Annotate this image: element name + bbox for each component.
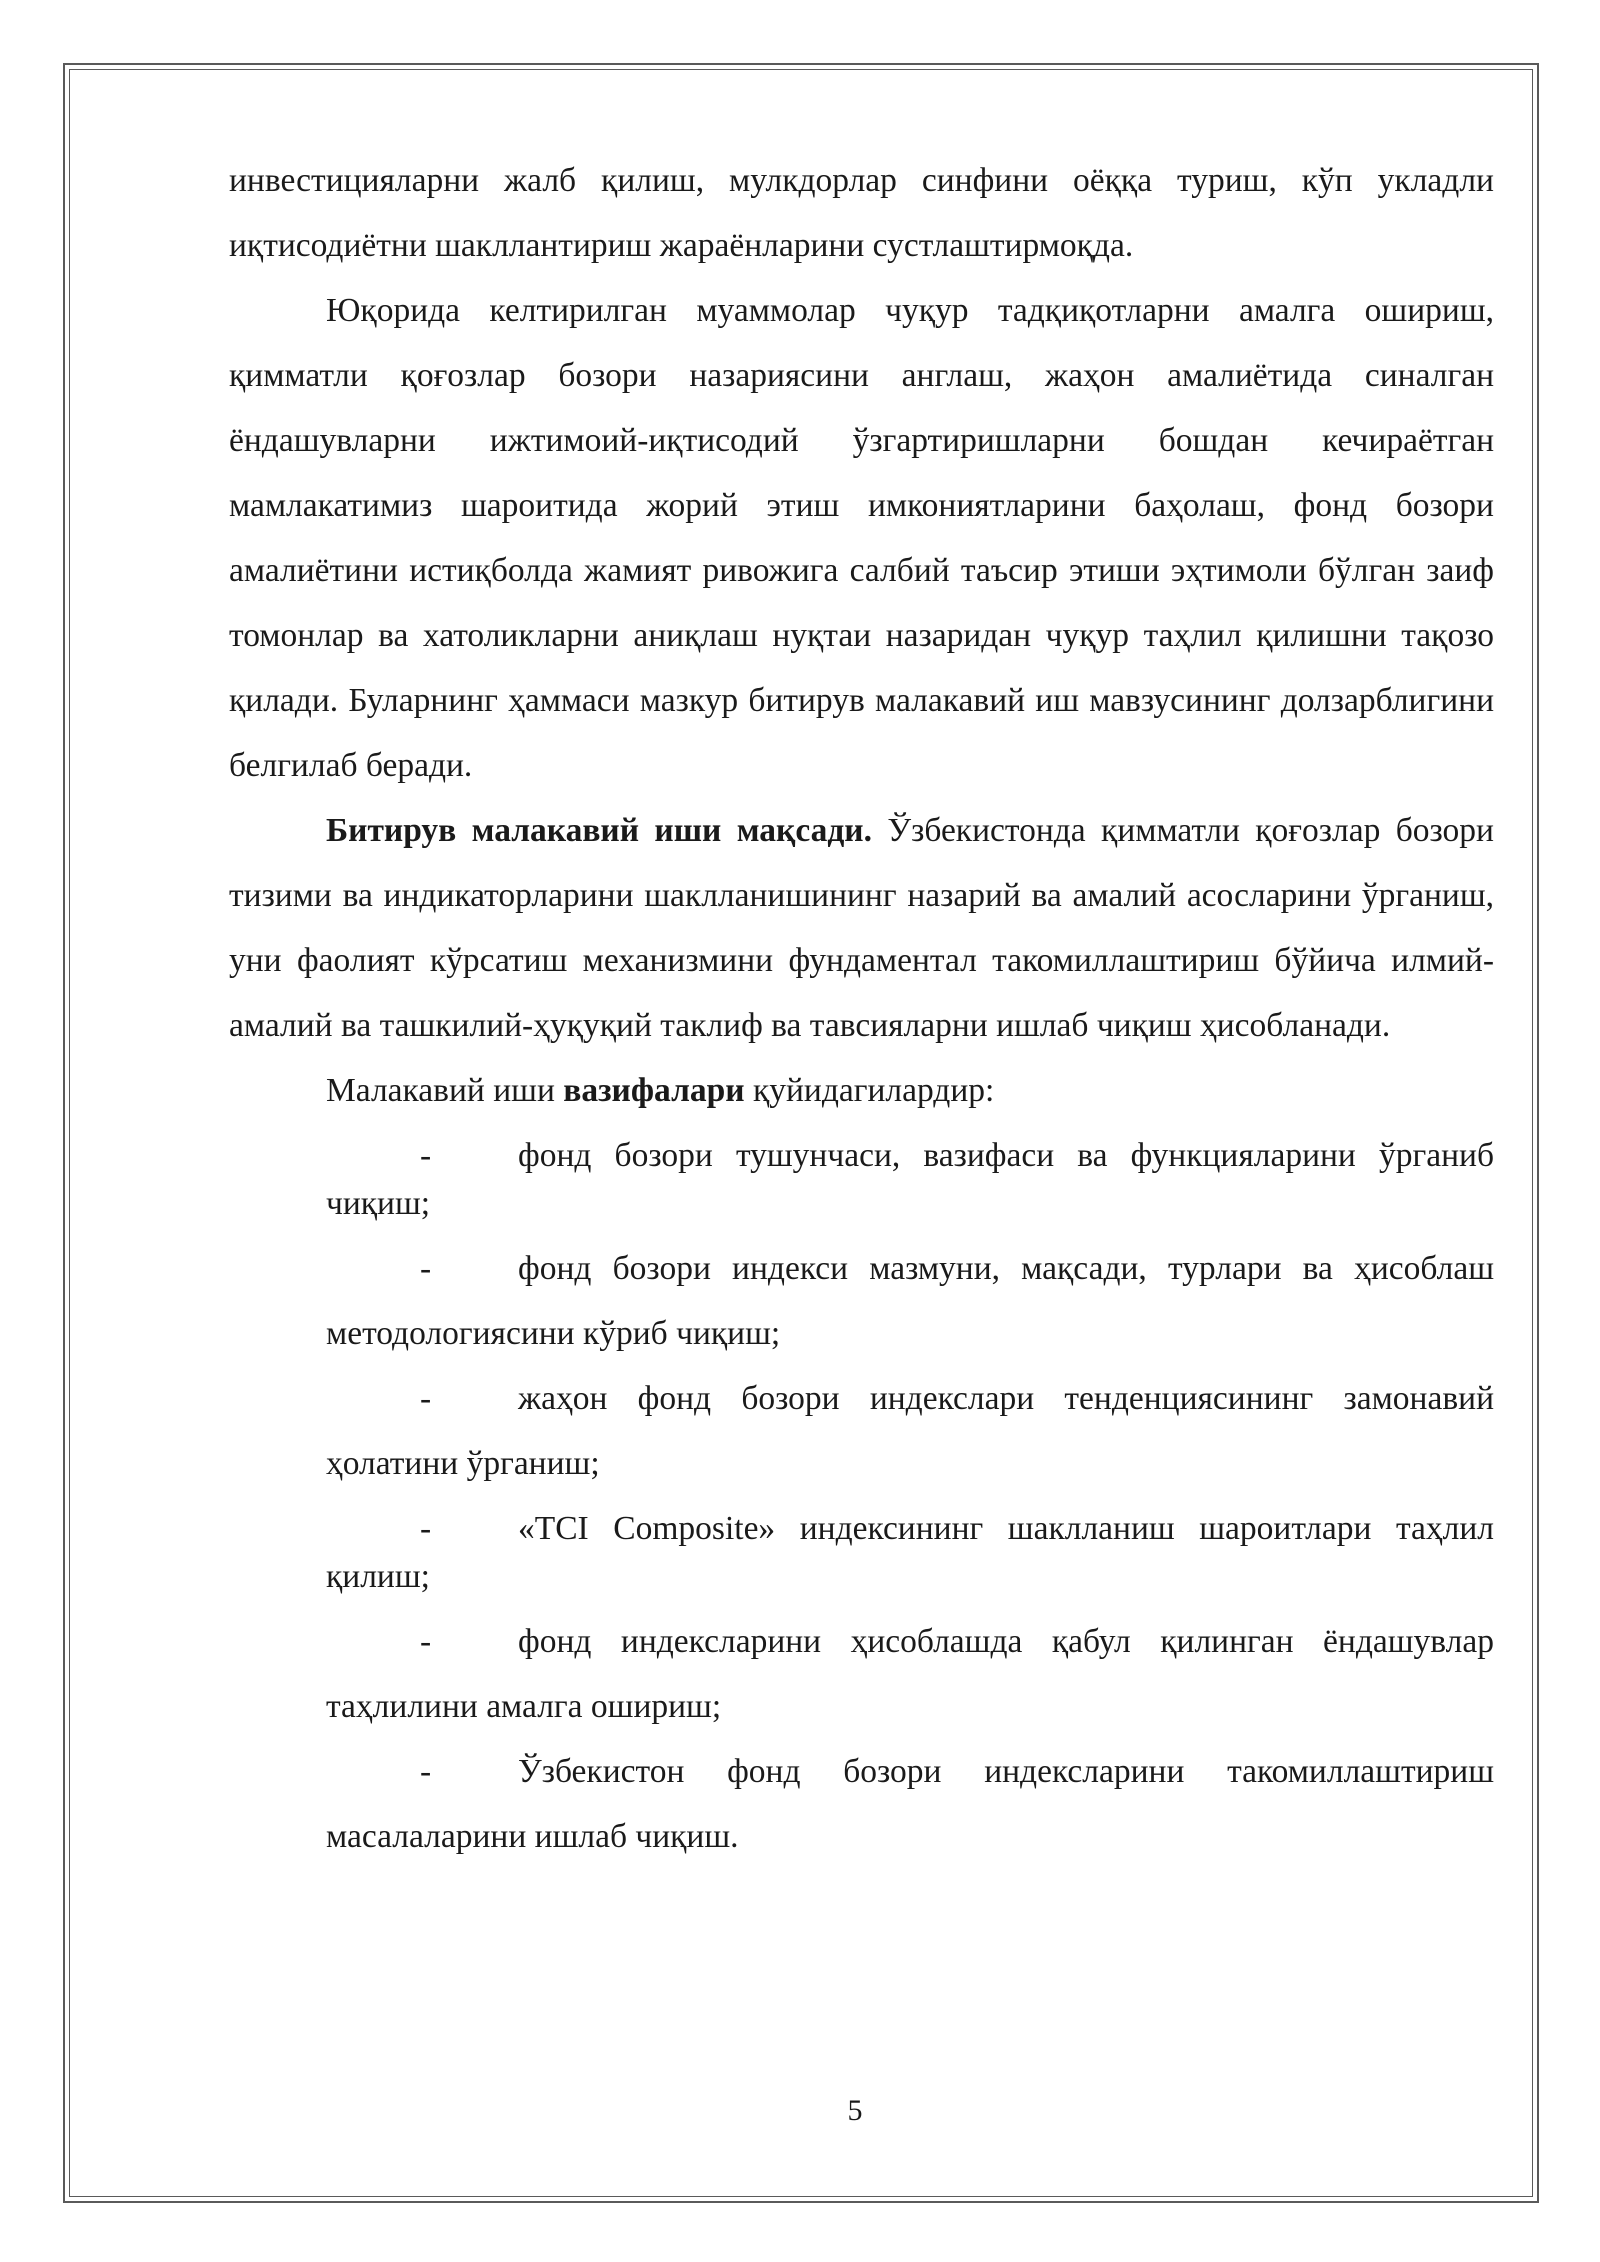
list-item-text: фонд бозори индекси мазмуни, мақсади, турлари ва ҳисоблаш методологиясини кўриб чиқиш;	[326, 1250, 1494, 1352]
goal-text: Ўзбекистонда қимматли қоғозлар бозори тизими ва индикаторларини шаклланишининг назарий ва амалий асосларини ўрганиш, уни фаолият кўрсатиш механизмини фундаментал такомиллаштириш бўйича илмий- амалий ва ташкилий-ҳуқуқий таклиф ва тавсияларни ишлаб чиқиш ҳисобланади.	[229, 812, 1494, 1044]
document-body	[229, 148, 1494, 1869]
list-item-text: Ўзбекистон фонд бозори индексларини такомиллаштириш масалаларини ишлаб чиқиш.	[326, 1753, 1494, 1855]
list-dash: -	[420, 1510, 432, 1547]
list-item-text: жаҳон фонд бозори индекслари тенденциясининг замонавий ҳолатини ўрганиш;	[326, 1380, 1494, 1482]
paragraph-goal	[229, 798, 1494, 1058]
list-dash: -	[420, 1623, 432, 1660]
list-dash: -	[420, 1380, 432, 1417]
list-dash: -	[420, 1137, 432, 1174]
tasks-intro-after: қуйидагилардир:	[744, 1072, 995, 1109]
paragraph-continuation: инвестицияларни жалб қилиш, мулкдорлар синфини оёққа туриш, кўп укладли иқтисодиётни шакллантириш жараёнларини сустлаштирмоқда.	[229, 162, 1494, 264]
list-item	[326, 1132, 1494, 1228]
list-item-text: «TCI Composite» индексининг шаклланиш шароитлари таҳлил қилиш;	[326, 1510, 1494, 1595]
list-item	[326, 1236, 1494, 1366]
paragraph-tasks-intro	[229, 1058, 1494, 1123]
list-item-text: фонд бозори тушунчаси, вазифаси ва функцияларини ўрганиб чиқиш;	[326, 1137, 1494, 1222]
list-item	[326, 1366, 1494, 1496]
list-dash: -	[420, 1250, 432, 1287]
list-item	[326, 1505, 1494, 1601]
goal-heading: Битирув малакавий иши мақсади.	[326, 812, 872, 849]
list-item	[326, 1739, 1494, 1869]
tasks-intro-before: Малакавий иши	[326, 1072, 564, 1109]
page-number: 5	[847, 2094, 863, 2127]
list-dash: -	[420, 1753, 432, 1790]
paragraph-relevance: Юқорида келтирилган муаммолар чуқур тадқиқотларни амалга ошириш, қимматли қоғозлар бозори назариясини англаш, жаҳон амалиётида синалган ёндашувларни ижтимоий-иқтисодий ўзгартиришларни бошдан кечираётган мамлакатимиз шароитида жорий этиш имкониятларини баҳолаш, фонд бозори амалиётини истиқболда жамият ривожига салбий таъсир этиши эҳтимоли бўлган заиф томонлар ва хатоликларни аниқлаш нуқтаи назаридан чуқур таҳлил қилишни тақозо қилади. Буларнинг ҳаммаси мазкур битирув малакавий иш мавзусининг долзарблигини белгилаб беради.	[229, 292, 1494, 784]
tasks-intro-bold: вазифалари	[563, 1072, 745, 1109]
list-item-text: фонд индексларини ҳисоблашда қабул қилинган ёндашувлар таҳлилини амалга ошириш;	[326, 1623, 1494, 1725]
list-item	[326, 1609, 1494, 1739]
